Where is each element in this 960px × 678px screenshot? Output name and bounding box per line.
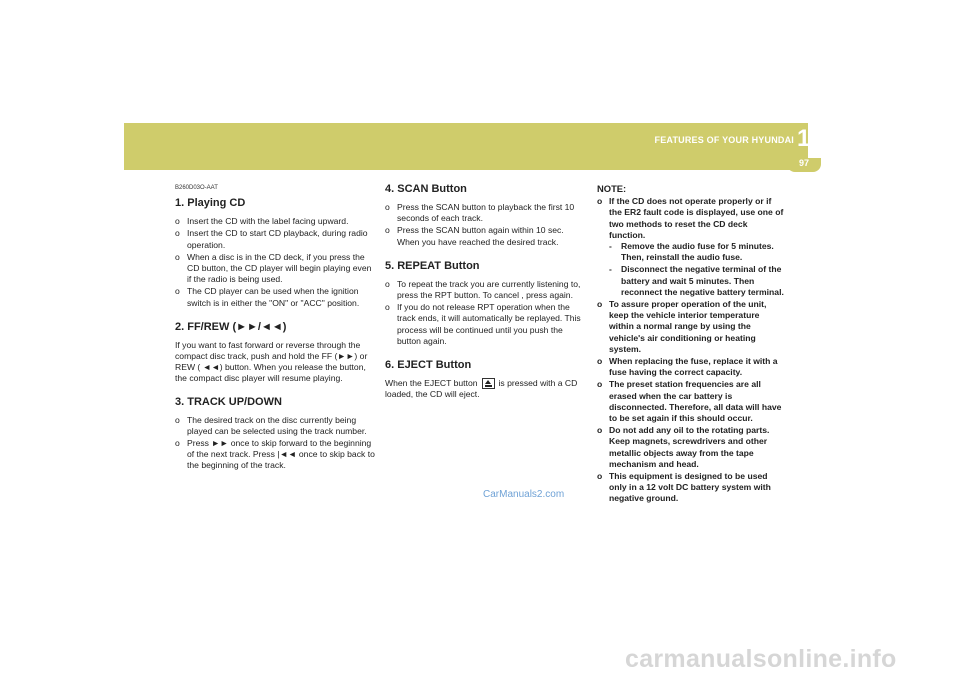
- chapter-title: FEATURES OF YOUR HYUNDAI: [654, 135, 794, 145]
- playing-cd-list: [175, 216, 375, 309]
- watermark-link[interactable]: CarManuals2.com: [483, 489, 565, 500]
- section-title-eject: 6. EJECT Button: [385, 359, 472, 372]
- section-title-track: 3. TRACK UP/DOWN: [175, 395, 282, 408]
- note-block: [597, 183, 785, 506]
- list-item: o If you do not release RPT operation when the track ends, it will automatically be replayed. This process will be continued until you push the button again.: [385, 302, 581, 346]
- list-item: o Insert the CD with the label facing upward.: [175, 216, 349, 227]
- eject-icon: [482, 378, 495, 389]
- page-number: 97: [798, 158, 809, 168]
- list-item: o Insert the CD to start CD playback, during radio operation.: [175, 228, 368, 250]
- list-item: o When a disc is in the CD deck, if you press the CD button, the CD player will begin playing even if the radio is being used.: [175, 251, 372, 285]
- repeat-list: [385, 279, 585, 347]
- column-middle: [385, 183, 585, 400]
- section-code: B260D03O-AAT: [175, 185, 218, 191]
- chapter-number: 1: [797, 125, 811, 152]
- list-item: o Do not add any oil to the rotating parts. Keep magnets, screwdrivers and other metallic objects away from the tape mechanism and head.: [597, 425, 770, 469]
- note-sub-list: [609, 241, 785, 298]
- watermark-corner: carmanualsonline.info: [625, 645, 897, 673]
- list-item: o Press ►► once to skip forward to the beginning of the next track. Press |◄◄ once to skip back to the beginning of the track.: [175, 438, 375, 471]
- list-item: o The preset station frequencies are all erased when the car battery is disconnected. Therefore, all data will have to be set again if this should occur.: [597, 379, 782, 424]
- eject-text: When the EJECT button is pressed with a CD loaded, the CD will eject.: [385, 378, 578, 400]
- ff-rew-text: If you want to fast forward or reverse through the compact disc track, push and hold the FF (►►) or REW ( ◄◄) button. When you release the button, the compact disc player will resume playing.: [175, 339, 368, 384]
- chapter-header-bar: [124, 123, 811, 170]
- list-item: o The desired track on the disc currently being played can be selected using the track number.: [175, 414, 367, 436]
- section-title-playing-cd: 1. Playing CD: [175, 197, 246, 210]
- list-item: o When replacing the fuse, replace it with a fuse having the correct capacity.: [597, 356, 778, 378]
- list-item: o To assure proper operation of the unit, keep the vehicle interior temperature within a normal range by using the vehicle's air conditioning or heating system.: [597, 299, 767, 354]
- list-item: o Press the SCAN button again within 10 sec. When you have reached the desired track.: [385, 225, 564, 247]
- note-list: [597, 196, 785, 504]
- section-title-scan: 4. SCAN Button: [385, 183, 467, 195]
- scan-list: [385, 202, 585, 248]
- list-item: o The CD player can be used when the ignition switch is in either the "ON" or "ACC" position.: [175, 286, 360, 308]
- track-list: [175, 415, 375, 472]
- list-item: - Disconnect the negative terminal of the battery and wait 5 minutes. Then reconnect the negative battery terminal.: [609, 264, 784, 297]
- section-title-repeat: 5. REPEAT Button: [385, 259, 480, 272]
- list-item: o This equipment is designed to be used only in a 12 volt DC battery system with negative ground.: [597, 471, 771, 504]
- column-left: [175, 183, 375, 473]
- list-item: o If the CD does not operate properly or if the ER2 fault code is displayed, use one of two methods to reset the CD deck function. - Remove the audio fuse for 5 minutes. Then, reinstall the audio fuse. - Disconnect the negative terminal of the battery and wait 5 minutes. Then reconnect the negative battery terminal.: [597, 196, 784, 297]
- list-item: o Press the SCAN button to playback the first 10 seconds of each track.: [385, 202, 575, 224]
- section-title-ff-rew: 2. FF/REW (►►/◄◄): [175, 320, 287, 333]
- note-title: NOTE:: [597, 183, 627, 194]
- list-item: - Remove the audio fuse for 5 minutes. Then, reinstall the audio fuse.: [609, 241, 774, 263]
- list-item: o To repeat the track you are currently listening to, press the RPT button. To cancel , press again.: [385, 278, 581, 301]
